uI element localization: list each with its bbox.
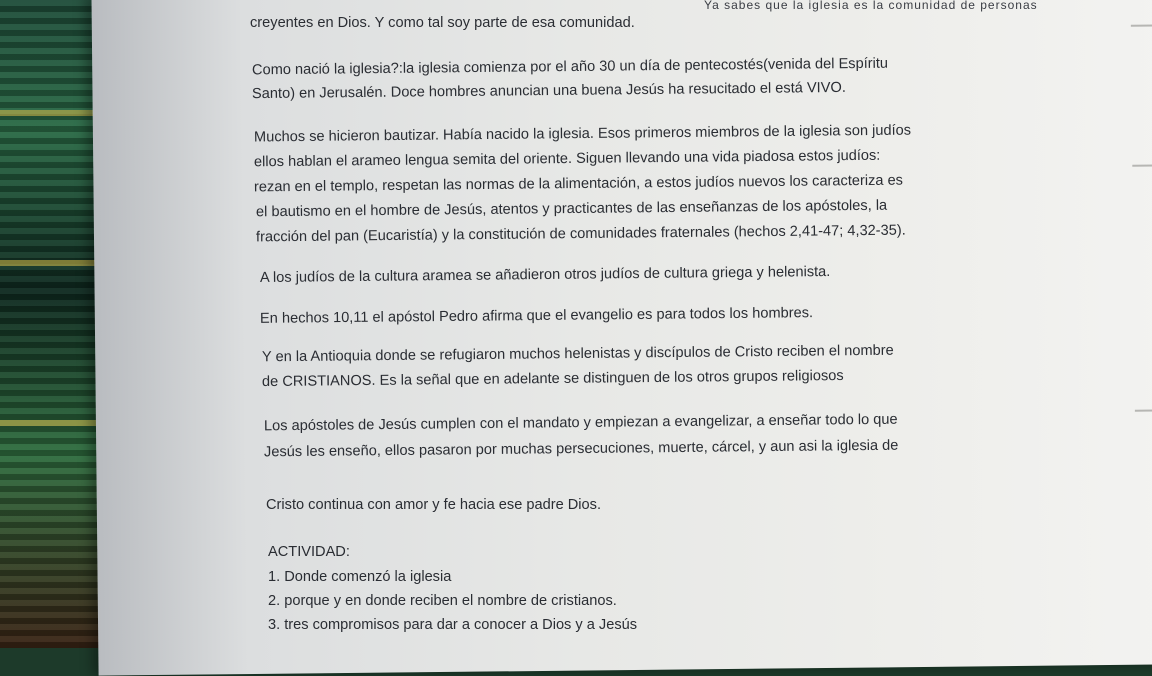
text-line: Muchos se hicieron bautizar. Había nacido la iglesia. Esos primeros miembros de la iglesia son judíos [253, 122, 912, 146]
text-line: A los judíos de la cultura aramea se añadieron otros judíos de cultura griega y helenista. [259, 264, 831, 286]
paper-sheet [91, 0, 1152, 676]
text-line: Cristo continua con amor y fe hacia ese padre Dios. [266, 497, 602, 513]
activity-title: ACTIVIDAD: [268, 544, 350, 560]
activity-item: 2. porque y en donde reciben el nombre de cristianos. [268, 593, 617, 609]
text-line: rezan en el templo, respetan las normas de la alimentación, a estos judíos nuevos los caracteriza es [253, 172, 904, 196]
text-line: ellos hablan el arameo lengua semita del oriente. Siguen llevando una vida piadosa estos judíos: [253, 147, 881, 171]
text-line: el bautismo en el hombre de Jesús, atentos y practicantes de las enseñanzas de los apóstoles, la [255, 197, 888, 221]
activity-item: 1. Donde comenzó la iglesia [268, 569, 452, 585]
paper-edge-marks [1126, 0, 1152, 633]
text-line: de CRISTIANOS. Es la señal que en adelante se distinguen de los otros grupos religiosos [261, 367, 844, 391]
fabric-stripe [0, 420, 110, 426]
text-line: En hechos 10,11 el apóstol Pedro afirma que el evangelio es para todos los hombres. [259, 305, 814, 327]
activity-item: 3. tres compromisos para dar a conocer a Dios y a Jesús [268, 617, 638, 633]
text-line: creyentes en Dios. Y como tal soy parte de esa comunidad. [250, 15, 635, 31]
text-line: Como nació la iglesia?:la iglesia comienza por el año 30 un día de pentecostés(venida del Espíritu [251, 55, 889, 79]
text-line: fracción del pan (Eucaristía) y la constitución de comunidades fraternales (hechos 2,41-47; 4,32-35). [255, 222, 906, 246]
text-line: Y en la Antioquia donde se refugiaron muchos helenistas y discípulos de Cristo reciben el nombre [261, 342, 894, 366]
top-clipped-text: Ya sabes que la iglesia es la comunidad de personas [704, 0, 1038, 12]
text-line: Los apóstoles de Jesús cumplen con el mandato y empiezan a evangelizar, a enseñar todo lo que [263, 411, 898, 435]
text-line: Jesús les enseño, ellos pasaron por muchas persecuciones, muerte, cárcel, y aun asi la iglesia de [263, 437, 899, 461]
text-line: Santo) en Jerusalén. Doce hombres anuncian una buena Jesús ha resucitado el está VIVO. [251, 79, 846, 103]
